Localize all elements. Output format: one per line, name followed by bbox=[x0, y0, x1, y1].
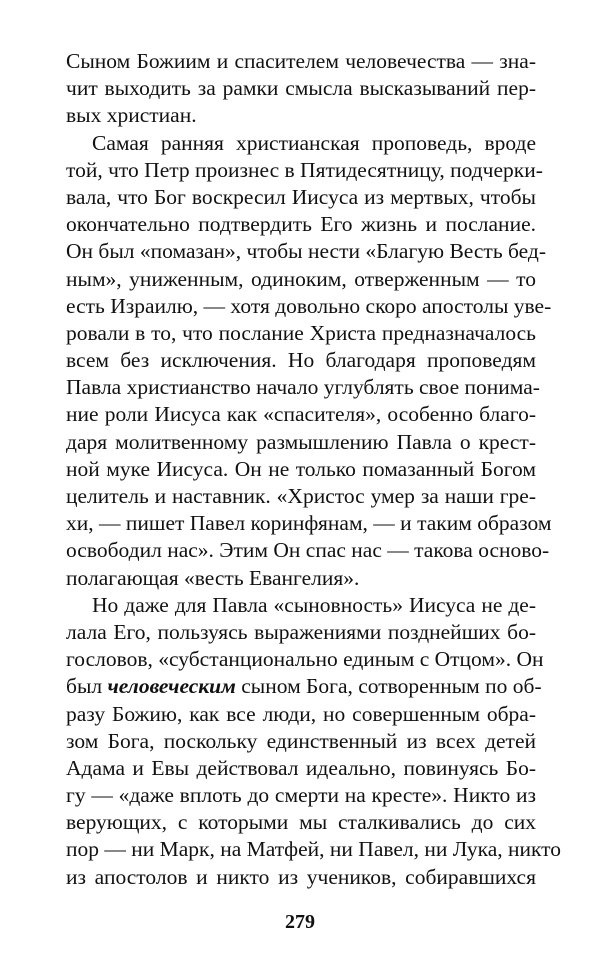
text-line: лала Его, пользуясь выражениями позднейших бо- bbox=[66, 619, 536, 644]
text-line: разу Божию, как все люди, но совершенным обра- bbox=[66, 701, 536, 726]
text-line: ние роли Иисуса как «спасителя», особенно благо- bbox=[66, 402, 536, 427]
text-line bbox=[66, 673, 542, 700]
text-line: есть Израилю, — хотя довольно скоро апостолы уве- bbox=[66, 293, 552, 318]
text-line: зом Бога, поскольку единственный из всех детей bbox=[66, 728, 536, 753]
text-line: гословов, «субстанционально единым с Отцом». Он bbox=[66, 647, 544, 672]
text-line: чит выходить за рамки смысла высказываний пер- bbox=[66, 76, 536, 101]
text-line: ровали в то, что послание Христа предназначалось bbox=[66, 320, 536, 345]
text-run: сыном Бога, сотворенным по об- bbox=[235, 674, 542, 699]
text-line: вала, что Бог воскресил Иисуса из мертвых, чтобы bbox=[66, 184, 536, 209]
text-line: верующих, с которыми мы сталкивались до сих bbox=[66, 810, 536, 835]
text-line: пор — ни Марк, на Матфей, ни Павел, ни Лука, никто bbox=[66, 837, 562, 862]
text-line: даря молитвенному размышлению Павла о крест- bbox=[66, 429, 536, 454]
text-line: ным», униженным, одиноким, отверженным — то bbox=[66, 266, 536, 291]
text-line: хи, — пишет Павел коринфянам, — и таким образом bbox=[66, 511, 552, 536]
text-line: Сыном Божиим и спасителем человечества — зна- bbox=[66, 49, 536, 73]
text-line: гу — «даже вплоть до смерти на кресте». Никто из bbox=[66, 783, 536, 808]
text-line: из апостолов и никто из учеников, собиравшихся bbox=[66, 864, 536, 889]
page-text bbox=[66, 48, 562, 891]
text-line: вых христиан. bbox=[66, 103, 197, 128]
page-number: 279 bbox=[285, 911, 315, 933]
text-line: Адама и Евы действовал идеально, повинуясь Бо- bbox=[66, 755, 536, 780]
text-line: освободил нас». Этим Он спас нас — такова осново- bbox=[66, 538, 550, 563]
text-line: окончательно подтвердить Его жизнь и послание. bbox=[66, 212, 536, 237]
text-run: был bbox=[66, 674, 108, 699]
text-line: ной муке Иисуса. Он не только помазанный Богом bbox=[66, 456, 536, 481]
text-line: той, что Петр произнес в Пятидесятницу, подчерки- bbox=[66, 157, 543, 182]
text-line: всем без исключения. Но благодаря проповедям bbox=[66, 348, 536, 373]
text-line: Он был «помазан», чтобы нести «Благую Весть бед- bbox=[66, 239, 547, 264]
text-line: Но даже для Павла «сыновность» Иисуса не де- bbox=[92, 592, 536, 617]
text-line: полагающая «весть Евангелия». bbox=[66, 565, 360, 590]
italic-emphasis: человеческим bbox=[107, 674, 236, 699]
text-line: целитель и наставник. «Христос умер за наши гре- bbox=[66, 484, 536, 508]
text-line: Павла христианство начало углублять свое понима- bbox=[66, 375, 540, 400]
text-line: Самая ранняя христианская проповедь, вроде bbox=[92, 130, 536, 155]
